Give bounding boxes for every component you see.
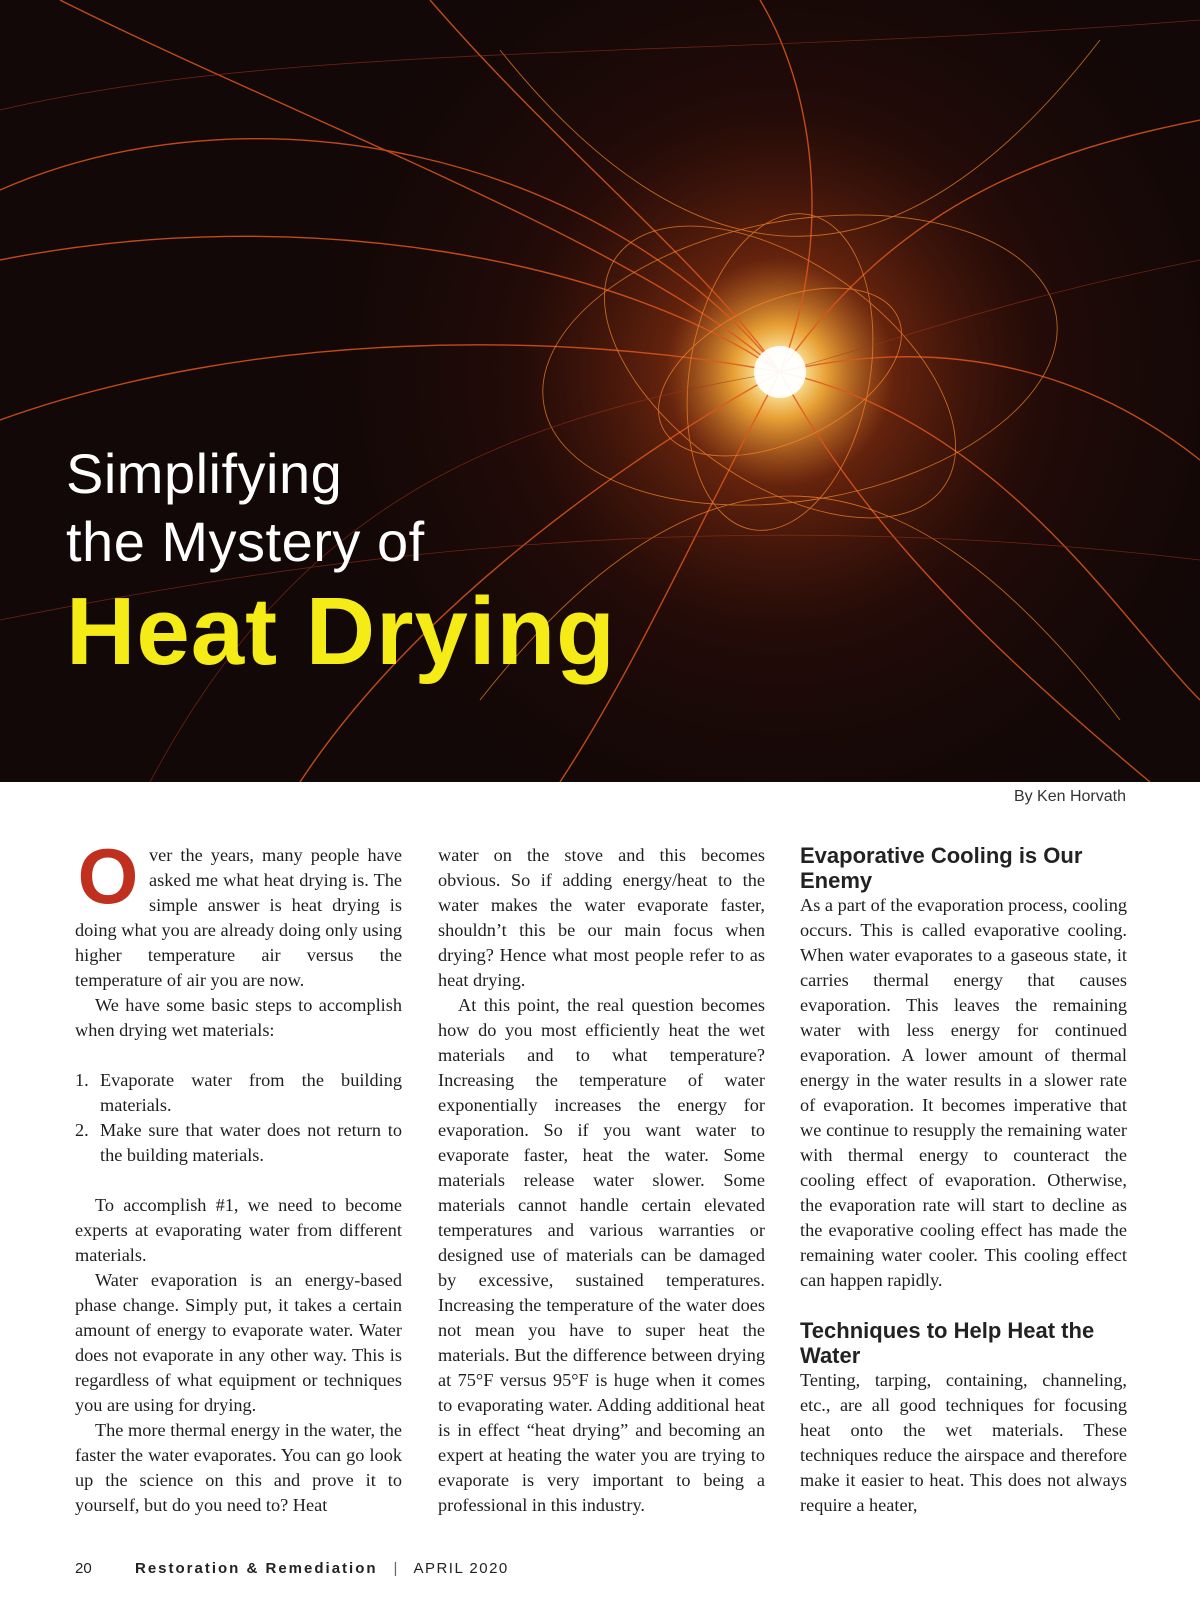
page-number: 20 [75,1560,92,1577]
title-line-2: the Mystery of [66,510,425,573]
list-number: 1. [75,1070,89,1090]
svg-text:O: O [77,845,139,911]
title-line-1: Simplifying [66,442,343,505]
article-title [66,440,616,684]
paragraph: At this point, the real question becomes how do you most efficiently heat the wet materials and to what temperature? Increasing the temperature of water exponentially increases the energy for evaporation. So if you want water to evaporate faster, heat the water. Some materials release water slower. Some materials cannot handle certain elevated temperatures and various warranties or designed use of materials can be damaged by excessive, sustained temperatures. Increasing the temperature of the water does not mean you have to super heat the materials. But the difference between drying at 75°F versus 95°F is huge when it comes to evaporating water. Adding additional heat is in effect “heat drying” and becoming an expert at heating the water you are trying to evaporate is very important to being a professional in this industry. [438,995,765,1515]
paragraph: ver the years, many people have asked me what heat drying is. The simple answer is heat drying is doing what you are already doing only using higher temperature air versus the temperature of air you are now. [75,845,402,990]
paragraph: Tenting, tarping, containing, channeling, etc., are all good techniques for focusing heat onto the wet materials. These techniques reduce the airspace and therefore make it easier to heat. This does not always require a heater, [800,1370,1127,1515]
article-column-2 [438,843,765,1518]
paragraph: water on the stove and this becomes obvious. So if adding energy/heat to the water makes the water evaporate faster, shouldn’t this be our main focus when drying? Hence what most people refer to as heat drying. [438,845,765,990]
paragraph: Water evaporation is an energy-based phase change. Simply put, it takes a certain amount of energy to evaporate water. Water does not evaporate in any other way. This is regardless of what equipment or techniques you are using for drying. [75,1270,402,1415]
list-text: Evaporate water from the building materials. [100,1070,402,1115]
dropcap [75,845,141,911]
paragraph: To accomplish #1, we need to become experts at evaporating water from different materials. [75,1195,402,1265]
article-column-3 [800,843,1127,1518]
list-text: Make sure that water does not return to the building materials. [100,1120,402,1165]
list-number: 2. [75,1120,89,1140]
footer-separator: | [393,1560,398,1577]
article-column-1 [75,843,402,1518]
subheading: Techniques to Help Heat the Water [800,1318,1095,1368]
dropcap-letter [75,845,141,911]
subheading: Evaporative Cooling is Our Enemy [800,843,1083,893]
byline: By Ken Horvath [1013,788,1126,805]
issue-date: APRIL 2020 [413,1560,509,1577]
paragraph: We have some basic steps to accomplish when drying wet materials: [75,995,402,1040]
title-line-3: Heat Drying [66,578,616,685]
list-item [75,1068,402,1118]
paragraph: The more thermal energy in the water, the faster the water evaporates. You can go look up the science on this and prove it to yourself, but do you need to? Heat [75,1420,402,1515]
magazine-name: Restoration & Remediation [135,1560,378,1577]
steps-list [75,1068,402,1168]
list-item [75,1118,402,1168]
hero-image [0,0,1200,782]
page-footer [75,1560,509,1577]
paragraph: As a part of the evaporation process, cooling occurs. This is called evaporative cooling. When water evaporates to a gaseous state, it carries thermal energy that causes evaporation. This leaves the remaining water with less energy for continued evaporation. A lower amount of thermal energy in the water results in a slower rate of evaporation. It becomes imperative that we continue to resupply the remaining water with thermal energy to counteract the cooling effect of evaporation. Otherwise, the evaporation rate will start to decline as the evaporative cooling effect has made the remaining water cooler. This cooling effect can happen rapidly. [800,895,1127,1290]
